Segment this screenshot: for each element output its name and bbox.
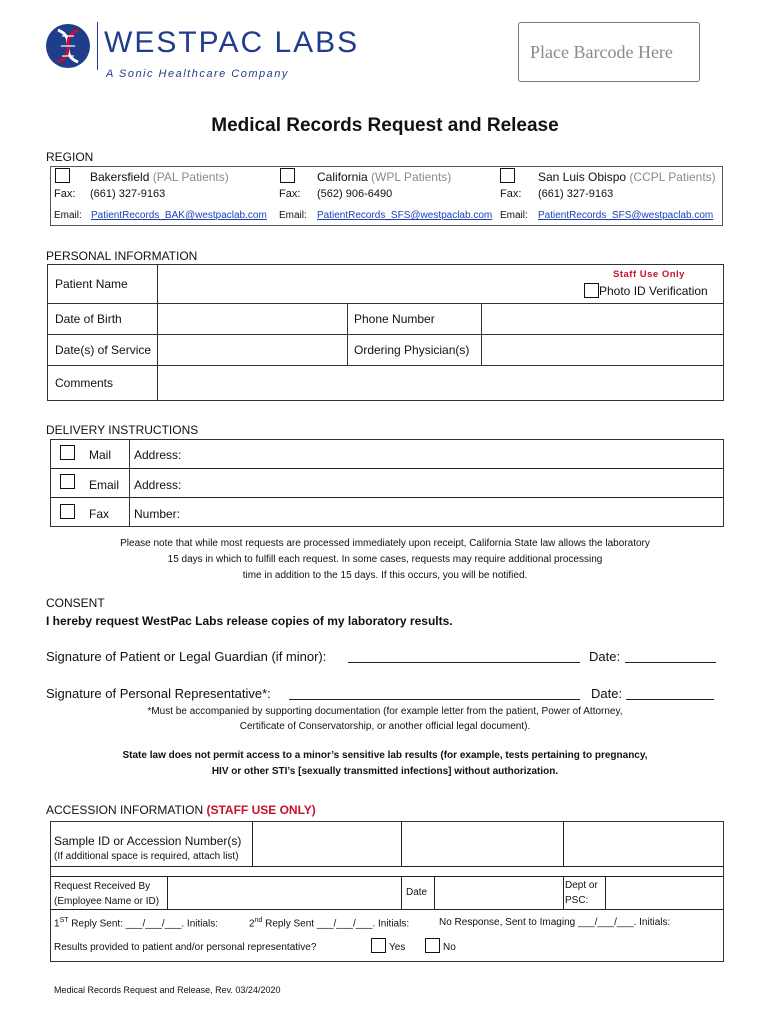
delivery-email-checkbox[interactable]	[60, 474, 75, 489]
accession-vline	[401, 876, 402, 910]
phone-input[interactable]	[481, 303, 724, 335]
date-label-1: Date:	[589, 649, 621, 664]
delivery-mail-field[interactable]: Address:	[134, 448, 182, 462]
delivery-row-divider	[50, 497, 724, 498]
consent-statement: I hereby request WestPac Labs release copies of my laboratory results.	[46, 614, 453, 628]
barcode-placeholder: Place Barcode Here	[530, 42, 673, 62]
minor-notice-line1: State law does not permit access to a minor’s sensitive lab results (for example, tests pertaining to pregnancy,	[122, 750, 648, 761]
results-yes-checkbox[interactable]	[371, 938, 386, 953]
staff-use-only-label: Staff Use Only	[613, 269, 685, 280]
delivery-mail-label: Mail	[89, 448, 112, 462]
region-slo-email[interactable]: PatientRecords_SFS@westpaclab.com	[538, 210, 714, 221]
accession-row-divider	[50, 866, 724, 867]
dept-label: Dept or	[565, 880, 598, 891]
delivery-heading: DELIVERY INSTRUCTIONS	[46, 423, 199, 437]
sample-id-label: Sample ID or Accession Number(s)	[54, 834, 242, 848]
delivery-fax-label: Fax	[89, 507, 110, 521]
results-provided-question: Results provided to patient and/or personal representative?	[54, 942, 317, 953]
minor-notice-line2: HIV or other STI’s [sexually transmitted infections] without authorization.	[211, 766, 559, 777]
sig-patient-line[interactable]	[348, 662, 580, 663]
page-title: Medical Records Request and Release	[211, 115, 559, 136]
dos-label: Date(s) of Service	[55, 343, 152, 357]
sample-id-input-1[interactable]	[253, 822, 401, 866]
dept-input[interactable]	[606, 877, 723, 909]
region-slo-checkbox[interactable]	[500, 168, 515, 183]
comments-label: Comments	[55, 376, 114, 390]
accession-heading: ACCESSION INFORMATION (STAFF USE ONLY)	[46, 803, 316, 817]
second-reply-label: 2nd Reply Sent ___/___/___. Initials:	[249, 917, 410, 930]
photo-id-label: Photo ID Verification	[599, 284, 708, 298]
photo-id-checkbox[interactable]	[584, 283, 599, 298]
sample-id-input-3[interactable]	[564, 822, 723, 866]
brand-name: WESTPAC LABS	[104, 26, 360, 59]
region-bakersfield-fax-label: Fax:	[54, 188, 76, 200]
sample-id-input-2[interactable]	[402, 822, 563, 866]
region-bakersfield-name: Bakersfield (PAL Patients)	[90, 170, 229, 184]
region-bakersfield-email-label: Email:	[54, 210, 82, 221]
sig-rep-label: Signature of Personal Representative*:	[46, 686, 271, 701]
date-field-label: Date	[406, 887, 428, 898]
results-yes-label: Yes	[389, 942, 406, 953]
consent-footnote-line1: *Must be accompanied by supporting documentation (for example letter from the patient, Power of Attorney,	[147, 706, 623, 717]
westpac-logo-icon	[44, 22, 92, 70]
accession-hline	[50, 909, 724, 910]
delivery-email-field[interactable]: Address:	[134, 478, 182, 492]
date-field-input[interactable]	[435, 877, 563, 909]
date-label-2: Date:	[591, 686, 623, 701]
region-slo-fax-label: Fax:	[500, 188, 522, 200]
region-slo-email-label: Email:	[500, 210, 528, 221]
footer-revision: Medical Records Request and Release, Rev. 03/24/2020	[54, 985, 281, 995]
received-by-input[interactable]	[168, 877, 401, 909]
delivery-email-label: Email	[89, 478, 120, 492]
delivery-note-line1: Please note that while most requests are processed immediately upon receipt, California State law allows the laboratory	[120, 538, 650, 549]
region-slo-name: San Luis Obispo (CCPL Patients)	[538, 170, 716, 184]
results-no-checkbox[interactable]	[425, 938, 440, 953]
physician-input[interactable]	[481, 334, 724, 366]
region-california-fax-label: Fax:	[279, 188, 301, 200]
delivery-fax-field[interactable]: Number:	[134, 507, 181, 521]
region-california-email-label: Email:	[279, 210, 307, 221]
region-slo-fax: (661) 327-9163	[538, 188, 614, 200]
date-line-2[interactable]	[626, 699, 714, 700]
region-bakersfield-fax: (661) 327-9163	[90, 188, 166, 200]
dos-input[interactable]	[157, 334, 348, 366]
received-by-label: Request Received By	[54, 881, 151, 892]
delivery-field-col	[129, 439, 724, 527]
dob-label: Date of Birth	[55, 312, 122, 326]
delivery-note-line3: time in addition to the 15 days. If this occurs, you will be notified.	[242, 570, 528, 581]
brand-tagline: A Sonic Healthcare Company	[106, 68, 289, 80]
delivery-fax-checkbox[interactable]	[60, 504, 75, 519]
date-line-1[interactable]	[625, 662, 716, 663]
consent-footnote-line2: Certificate of Conservatorship, or another official legal document).	[239, 721, 531, 732]
region-california-fax: (562) 906-6490	[317, 188, 393, 200]
consent-heading: CONSENT	[46, 596, 105, 610]
delivery-mail-checkbox[interactable]	[60, 445, 75, 460]
sig-rep-line[interactable]	[289, 699, 580, 700]
first-reply-label: 1ST Reply Sent: ___/___/___. Initials:	[54, 917, 219, 930]
region-california-checkbox[interactable]	[280, 168, 295, 183]
region-bakersfield-checkbox[interactable]	[55, 168, 70, 183]
no-response-label: No Response, Sent to Imaging ___/___/___. Initials:	[439, 917, 671, 928]
physician-label: Ordering Physician(s)	[354, 343, 470, 357]
results-no-label: No	[443, 942, 456, 953]
region-california-name: California (WPL Patients)	[317, 170, 452, 184]
received-by-note: (Employee Name or ID)	[54, 896, 160, 907]
sig-patient-label: Signature of Patient or Legal Guardian (if minor):	[46, 649, 327, 664]
phone-label: Phone Number	[354, 312, 435, 326]
region-bakersfield-email[interactable]: PatientRecords_BAK@westpaclab.com	[91, 210, 267, 221]
patient-name-label: Patient Name	[55, 277, 128, 291]
dob-input[interactable]	[157, 303, 348, 335]
region-heading: REGION	[46, 150, 94, 164]
personal-heading: PERSONAL INFORMATION	[46, 249, 198, 263]
sample-id-note: (If additional space is required, attach list)	[54, 851, 239, 862]
delivery-note-line2: 15 days in which to fulfill each request. In some cases, requests may require additional processing	[167, 554, 603, 565]
delivery-row-divider	[50, 468, 724, 469]
comments-input[interactable]	[157, 365, 724, 401]
region-california-email[interactable]: PatientRecords_SFS@westpaclab.com	[317, 210, 493, 221]
accession-vline	[563, 876, 564, 910]
dept-label-psc: PSC:	[565, 895, 589, 906]
logo-divider	[97, 22, 98, 70]
